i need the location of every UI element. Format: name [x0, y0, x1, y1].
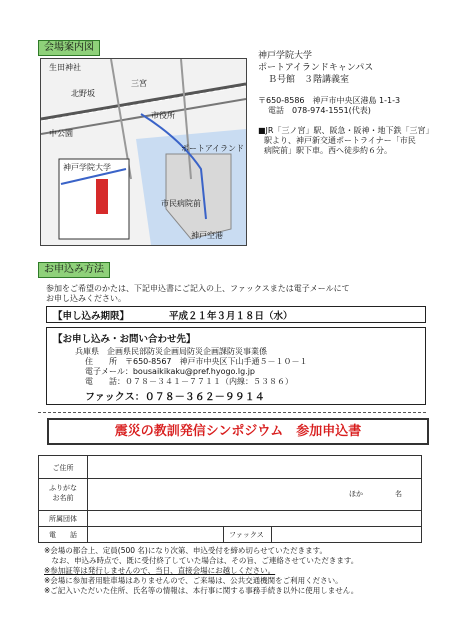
form-title: 震災の教訓発信シンポジウム 参加申込書 [114, 424, 362, 439]
form-title-box [47, 418, 429, 445]
map-label: 神戸空港 [191, 231, 223, 240]
notes [44, 546, 448, 596]
venue-address: 〒650-8586 神戸市中央区港島 1-1-3 [258, 96, 401, 105]
apply-section-tab: お申込み方法 [38, 262, 110, 278]
contact-email-label: 電子メール： [85, 367, 133, 376]
contact-title: 【お申し込み・お問い合わせ先】 [53, 334, 196, 345]
contact-address-value: 〒650-8567 神戸市中央区下山手通５－１０－１ [125, 357, 308, 366]
people-count-label: 名 [395, 490, 402, 498]
map-label: 三宮 [131, 79, 147, 88]
map-label: 生田神社 [49, 63, 81, 72]
apply-text: 参加をご希望のかたは、下記申込書にご記入の上、ファックスまたは電子メールにて [46, 284, 350, 293]
form-row-organization[interactable] [39, 510, 421, 527]
contact-tel-value: ０７８－３４１－７７１１（内線：５３８６） [125, 377, 293, 386]
contact-email-value[interactable]: bousaikikaku@pref.hyogo.lg.jp [132, 367, 255, 376]
others-label: ほか [349, 490, 363, 498]
venue-university: 神戸学院大学 [258, 51, 313, 61]
map-label: 中公園 [49, 129, 73, 138]
map-label: 北野坂 [71, 89, 95, 98]
note-line: ※ご記入いただいた住所、氏名等の情報は、本行事に関する事務手続き以外に使用しません。 [44, 586, 359, 595]
name-label: お名前 [52, 494, 74, 502]
address-label: ご住所 [52, 464, 74, 472]
form-row-address[interactable] [39, 456, 421, 479]
contact-tel-label: 電 話： [85, 377, 125, 386]
contact-address [85, 357, 308, 367]
contact-box [46, 327, 426, 405]
venue-campus: ポートアイランドキャンパス [258, 63, 374, 73]
furigana-label: ふりがな [49, 484, 77, 492]
contact-fax [85, 388, 265, 403]
apply-instructions [46, 284, 446, 304]
cut-line [38, 412, 426, 413]
map-label: 神戸学院大学 [63, 163, 111, 172]
deadline-box [46, 306, 426, 323]
venue-section-tab: 会場案内図 [38, 40, 100, 56]
access-line: ■JR「三ノ宮」駅、阪急・阪神・地下鉄「三宮」 [258, 126, 434, 135]
note-line: ※参加証等は発行しませんので、当日、直接会場にお越しください。 [44, 566, 276, 575]
apply-text: お申し込みください。 [46, 294, 126, 303]
venue-info [258, 50, 448, 156]
venue-phone-value: 078-974-1551(代表) [292, 106, 371, 115]
note-line: ※会場に参加者用駐車場はありませんので、ご来場は、公共交通機関をご利用ください。 [44, 576, 343, 585]
deadline-label: 【申し込み期限】 [53, 311, 130, 322]
note-line: なお、申込み時点で、既に受付終了していた場合は、その旨、ご連絡させていただきます。 [44, 556, 359, 565]
deadline-date: 平成２１年３月１８日（水） [169, 311, 293, 322]
contact-tel [85, 377, 293, 387]
form-row-contact[interactable] [39, 526, 421, 542]
map-label: 市役所 [151, 111, 175, 120]
venue-phone-label: 電話 [268, 106, 284, 115]
venue-map [40, 58, 247, 246]
contact-org: 兵庫県 企画県民部防災企画局防災企画課防災事業係 [75, 347, 267, 356]
venue-room: Ｂ号館 ３階講義室 [268, 75, 350, 85]
contact-fax-label: ファックス： [85, 392, 145, 403]
phone-label: 電 話 [49, 531, 77, 539]
contact-email [85, 367, 255, 377]
application-form [38, 455, 422, 543]
organization-label: 所属団体 [49, 515, 77, 523]
access-line: 病院前」駅下車。西へ徒歩約６分。 [264, 146, 392, 155]
contact-fax-value: ０７８－３６２－９９１４ [144, 392, 265, 403]
note-line: ※会場の都合上、定員(500 名)になり次第、申込受付を締め切らせていただきます。 [44, 546, 328, 555]
form-row-name[interactable] [39, 478, 421, 511]
map-label: ポートアイランド [181, 144, 245, 153]
access-line: 駅より、神戸新交通ポートライナー「市民 [264, 136, 416, 145]
venue-phone [258, 106, 448, 116]
fax-label: ファックス [229, 531, 264, 539]
contact-address-label: 住 所 [85, 357, 117, 366]
map-label: 市民病院前 [161, 199, 201, 208]
